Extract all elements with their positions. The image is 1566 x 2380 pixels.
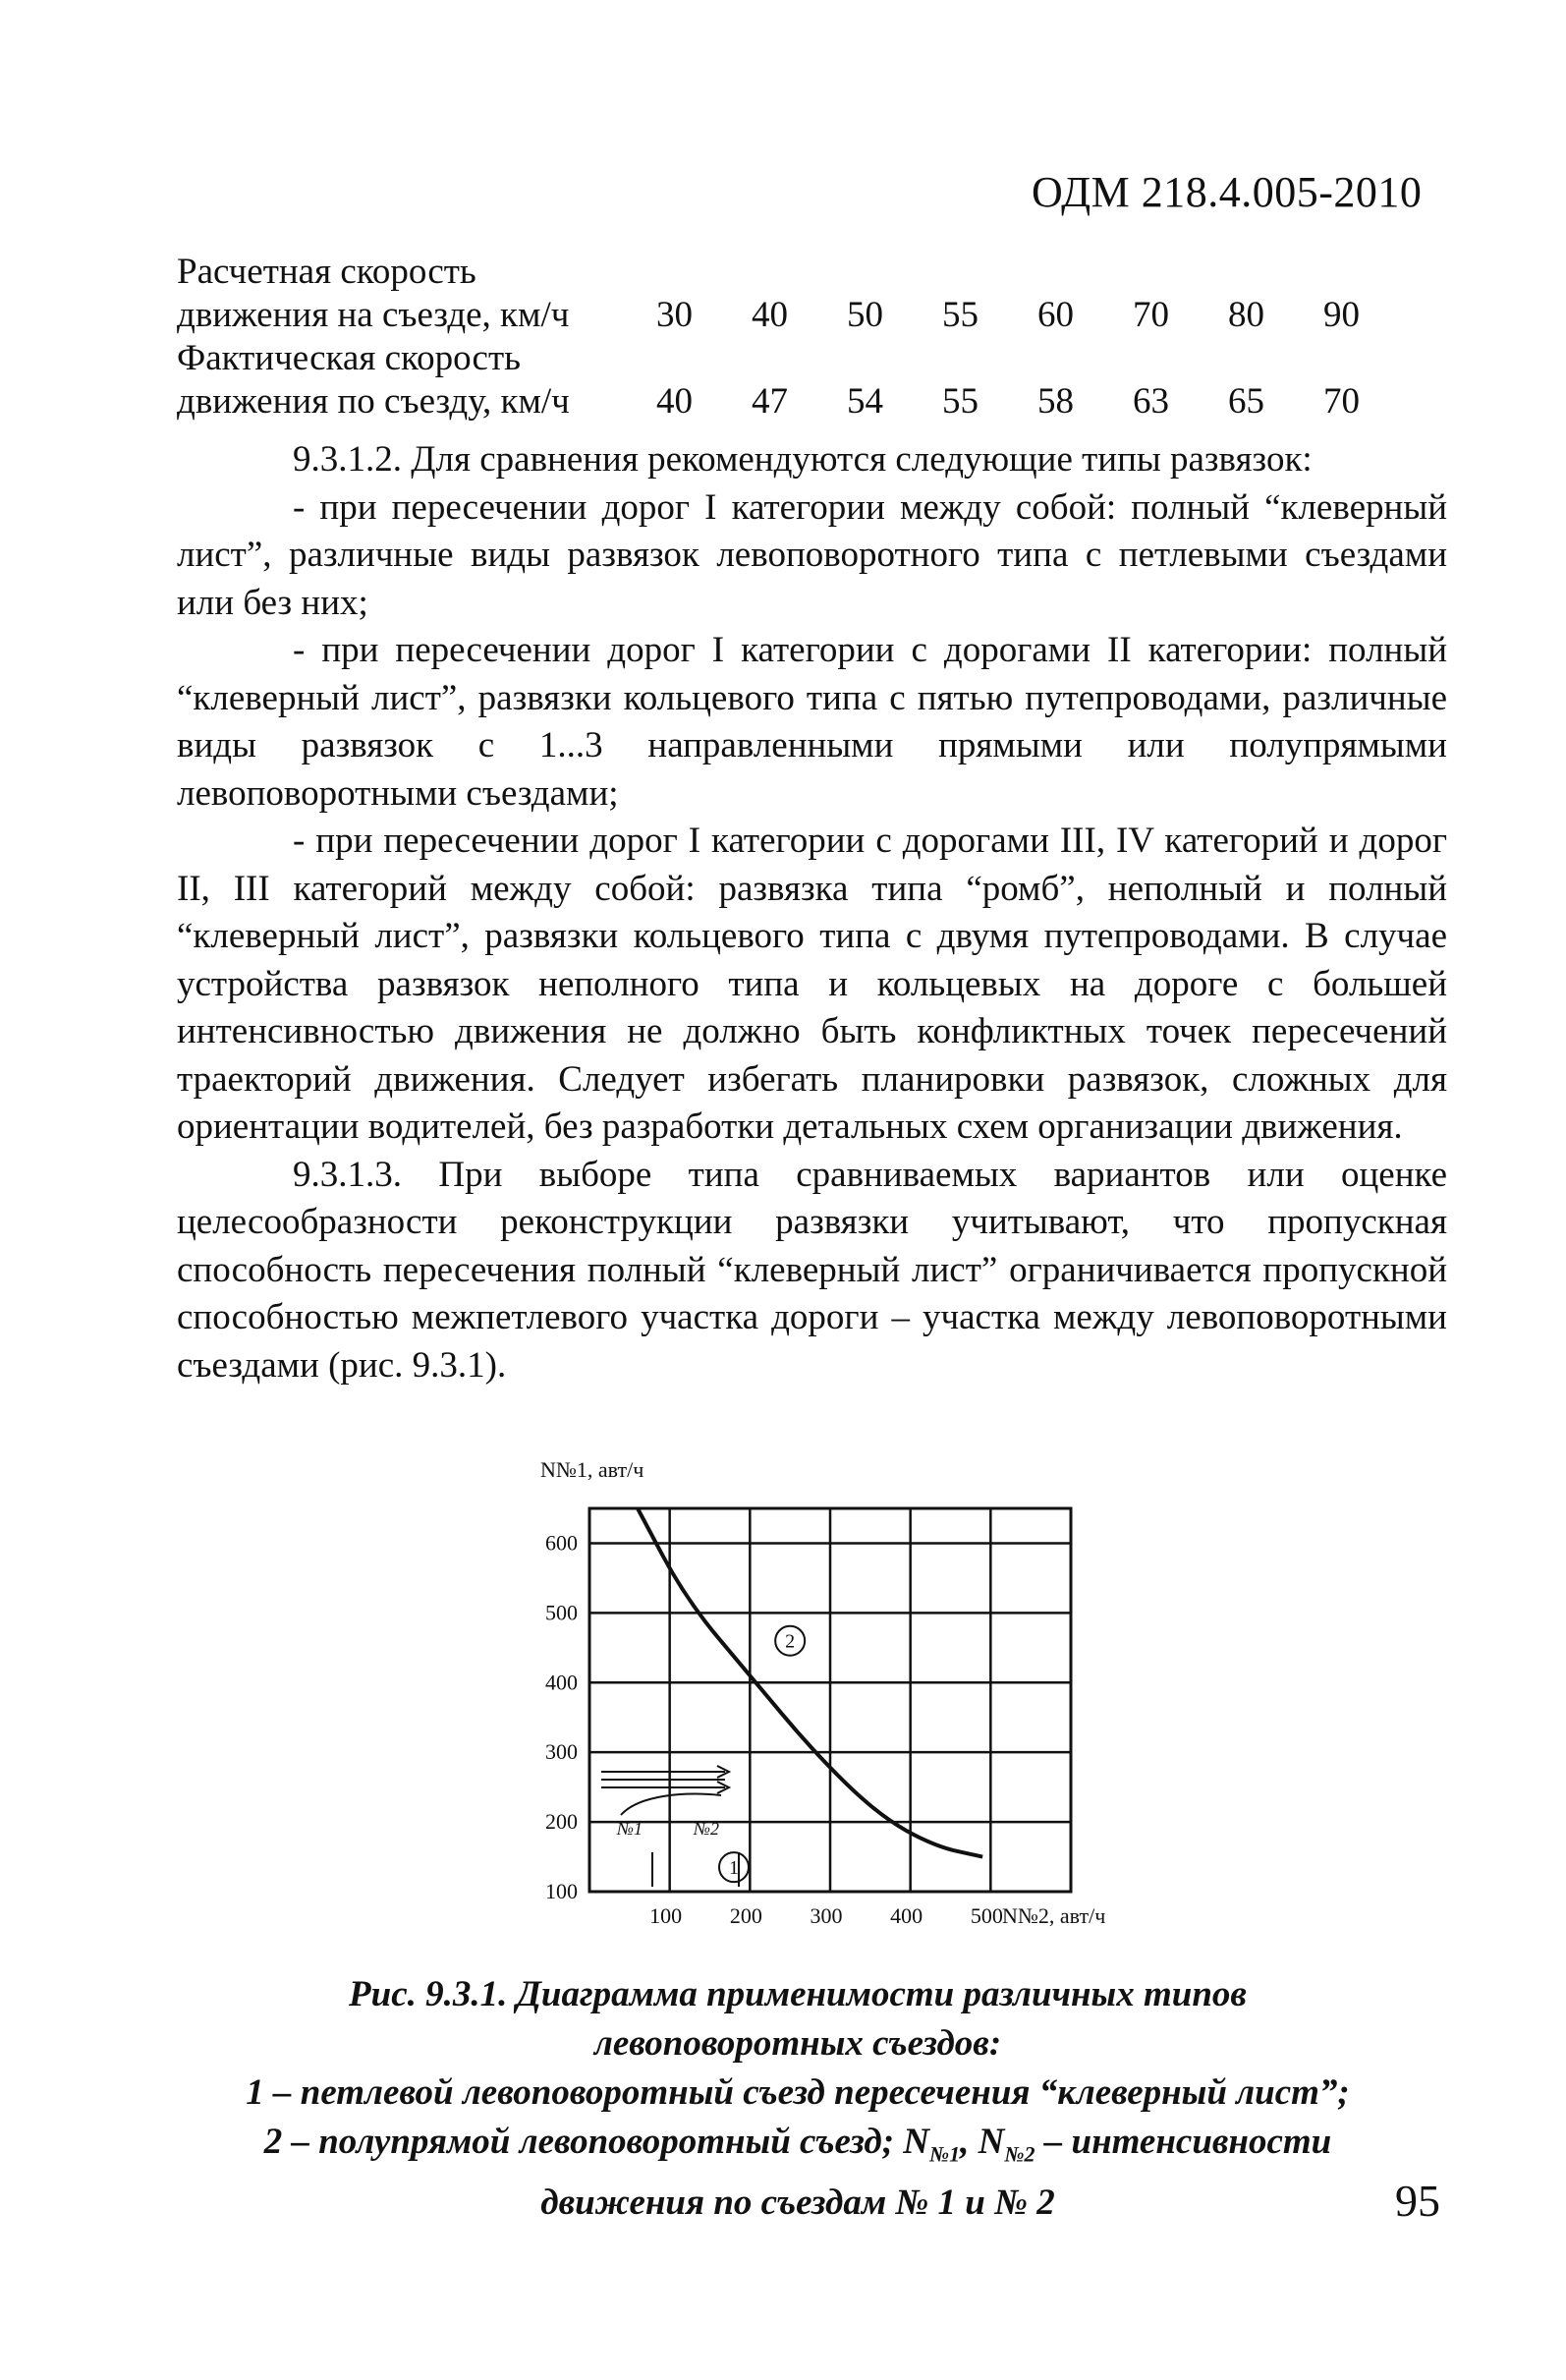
paragraph: - при пересечении дорог I категории с дорогами III, IV категорий и дорог II, III категорий между собой: развязка типа “ромб”, неполный и полный “клеверный лист”, развязки кольцевого типа с двумя путепроводами. В случае устройства развязок неполного типа и кольцевых на дороге с большей интенсивностью движения не должно быть конфликтных точек пересечений траекторий движения. Следует избегать планировки развязок, сложных для ориентации водителей, без разработки детальных схем организации движения. — [177, 821, 1447, 1147]
x-tick-label: 100 — [649, 1903, 683, 1928]
inset-label-2: №2 — [694, 1819, 719, 1839]
y-tick-label: 600 — [545, 1530, 578, 1556]
table-cell: 55 — [942, 381, 979, 422]
y-tick-label: 100 — [545, 1879, 578, 1903]
y-tick-labels — [545, 1530, 578, 1903]
table-cell: 70 — [1323, 381, 1360, 422]
region-label: 2 — [785, 1630, 796, 1653]
caption-text: 2 – полупрямой левоповоротный съезд; N — [263, 2122, 929, 2162]
table-cell: 47 — [752, 381, 788, 422]
applicability-chart — [511, 1449, 1140, 1960]
table-row — [177, 380, 1382, 424]
page-number: 95 — [1395, 2176, 1440, 2226]
table-cell: 60 — [1037, 295, 1074, 335]
table-row — [177, 337, 1382, 380]
caption-subscript: №2 — [1004, 2141, 1035, 2167]
row-label-line1: Расчетная скорость — [177, 252, 476, 292]
y-tick-label: 300 — [545, 1739, 578, 1765]
caption-line: левоповоротных съездов: — [593, 2023, 1002, 2064]
paragraph: 9.3.1.3. При выборе типа сравниваемых вариантов или оценке целесообразности реконструкции развязки учитывают, что пропускная способность пересечения полный “клеверный лист” ограничивается пропускной способностью межпетлевого участка дороги – участка между левоповоротными съездами (рис. 9.3.1). — [177, 1154, 1447, 1386]
y-tick-label: 200 — [545, 1809, 578, 1835]
x-tick-label: 400 — [890, 1903, 923, 1928]
table-cell: 63 — [1133, 381, 1169, 422]
x-axis-label: N№2, авт/ч — [1002, 1903, 1106, 1928]
table-cell: 70 — [1133, 295, 1169, 335]
paragraph: 9.3.1.2. Для сравнения рекомендуются следующие типы развязок: — [293, 439, 1313, 480]
row-label-line2: движения по съезду, км/ч — [177, 381, 570, 422]
x-tick-label: 500 — [970, 1903, 1003, 1928]
table-cell: 55 — [942, 295, 979, 335]
table-cell: 40 — [752, 295, 788, 335]
table-row — [177, 251, 1382, 294]
table-cell: 58 — [1037, 381, 1074, 422]
caption-line — [147, 2118, 1448, 2179]
table-cell: 50 — [847, 295, 883, 335]
row-label-line1: Фактическая скорость — [177, 338, 522, 378]
table-row — [177, 294, 1382, 337]
caption-line: движения по съездам № 1 и № 2 — [540, 2182, 1055, 2224]
document-code: ОДМ 218.4.005-2010 — [1032, 168, 1423, 216]
caption-line: 1 – петлевой левоповоротный съезд пересечения “клеверный лист”; — [246, 2072, 1350, 2113]
table-cell: 54 — [847, 381, 883, 422]
paragraph: - при пересечении дорог I категории с дорогами II категории: полный “клеверный лист”, развязки кольцевого типа с пятью путепроводами, различные виды развязок с 1...3 направленными прямыми или полупрямыми левоповоротными съездами; — [177, 630, 1447, 814]
table-cell: 90 — [1323, 295, 1360, 335]
y-tick-label: 400 — [545, 1670, 578, 1695]
inset-ramp-curve — [621, 1794, 721, 1815]
inset-label-1: №1 — [617, 1819, 643, 1839]
region-label: 1 — [729, 1857, 739, 1880]
table-cell: 65 — [1228, 381, 1264, 422]
table-cell: 30 — [656, 295, 693, 335]
x-tick-labels — [649, 1903, 1003, 1928]
table-cell: 40 — [656, 381, 693, 422]
table-cell: 80 — [1228, 295, 1264, 335]
y-tick-label: 500 — [545, 1600, 578, 1625]
region-labels — [719, 1626, 805, 1882]
caption-text: , N — [960, 2122, 1005, 2162]
figure-caption — [147, 1970, 1448, 2228]
caption-text: – интенсивности — [1035, 2122, 1332, 2162]
x-tick-label: 200 — [729, 1903, 762, 1928]
y-axis-label: N№1, авт/ч — [540, 1457, 644, 1482]
row-label-line2: движения на съезде, км/ч — [177, 295, 570, 335]
caption-line: Рис. 9.3.1. Диаграмма применимости различных типов — [349, 1974, 1247, 2014]
paragraph: - при пересечении дорог I категории между собой: полный “клеверный лист”, различные виды развязок левоповоротного типа с петлевыми съездами или без них; — [177, 486, 1447, 623]
caption-subscript: №1 — [929, 2141, 961, 2167]
speed-table — [177, 251, 1382, 424]
x-tick-label: 300 — [810, 1903, 843, 1928]
chart-grid — [589, 1508, 1071, 1892]
body-text — [177, 436, 1447, 1389]
